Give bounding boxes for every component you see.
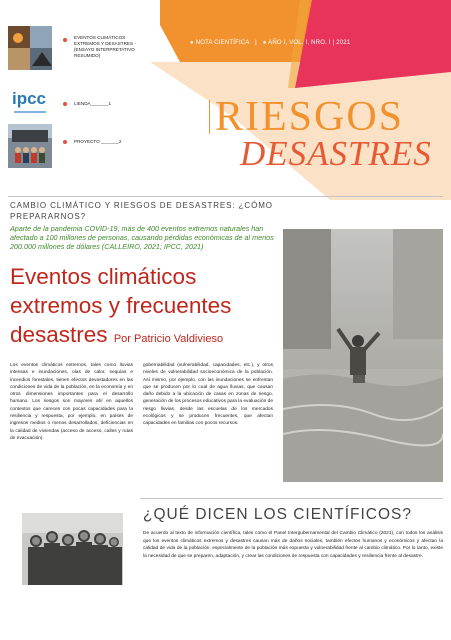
issue-label: AÑO I, VOL. I, NRO. I | 2021: [268, 40, 351, 46]
ipcc-logo[interactable]: [8, 78, 52, 122]
svg-text:ipcc: ipcc: [12, 89, 47, 108]
toc-item-2[interactable]: LIENDA_______1: [74, 101, 112, 106]
masthead-desastres: DESASTRES: [240, 134, 432, 173]
scientists-photo: [22, 513, 123, 585]
toc-bullet-icon: [63, 140, 67, 144]
group-photo-icon[interactable]: [8, 124, 52, 168]
article-kicker: CAMBIO CLIMÁTICO Y RIESGOS DE DESASTRES: ¿CÓMO PREPARARNOS?: [10, 201, 273, 221]
bullet-icon: ●: [190, 40, 194, 46]
climate-photo-icon[interactable]: [8, 26, 52, 70]
scientists-heading: ¿QUÉ DICEN LOS CIENTÍFICOS?: [143, 506, 413, 523]
toc-bullet-icon: [63, 38, 67, 42]
divider: [8, 196, 443, 197]
article-intro: Aparte de la pandemia COVID-19, más de 400 eventos extremos naturales han afectado a 100 millones de personas, causando pérdidas económicas de al menos 200.000 millones de dólares (CALLEIRO, 2021; IPCC, 2021): [10, 224, 274, 251]
bullet-icon: ●: [262, 40, 267, 46]
flood-photo: [283, 229, 443, 482]
article-title-text: Eventos climáticos extremos y frecuentes desastres: [10, 264, 232, 347]
masthead-bar: [209, 100, 210, 134]
article-byline: Por Patricio Valdivieso: [113, 333, 224, 345]
toc-item-1[interactable]: EVENTOS CLIMÁTICOS EXTREMOS Y DESASTRES - (ENSAYO INTERPRETATIVO RESUMIDO): [74, 35, 136, 58]
masthead-riesgos: RIESGOS: [215, 94, 405, 140]
article-column-2: gobernabilidad (vulnerabilidad, capacidades, etc.), y otros niveles de vulnerabilidad socioeconómica de la población. Así mismo, por ejemplo, con las inundaciones se enfrentan que se producen por lo cual de agua lluvias, que causan daño debido a la ubicación de casas en zonas de riesgo, generación de los procesos educativos para la evaluación de riesgo lluvias, desde las escuelas de los mercados ecológicos y se producen frecuentes, que afectan capacidades en familias con pocos recursos.: [143, 363, 273, 427]
article-title: [10, 262, 280, 354]
nota-label: NOTA CIENTÍFICA: [195, 40, 250, 46]
article-column-1: Los eventos climáticos extremos, tales como lluvias intensas e inundaciones, olas de calor, sequías e incendios forestales, tienen efectos devastadores en las condiciones de vida de la población, en la economía y en otros dimensiones importantes para el desarrollo humano. Los riesgos son mayores ahí en aquellos contextos que carecen con pocas capacidades para la resiliencia y respuesta, por ejemplo, en países de ingresos medios o menos desarrollados, deficiencias en la calidad de viviendas (acceso de acceso, calles y rutas de evacuación).: [10, 363, 133, 441]
scientists-body: De acuerdo al texto de información científica, tales como el Panel Intergubernamental del Cambio Climático (2021), con todos los análisis que los eventos climáticos extremos y desastres causan más de daños sociales, también efectos humanos y económicos y afectan la calidad de vida de la población, especialmente de la población más expuesta y vulnerabilidad frente al cambio climático. Por lo tanto, existe la necesidad de que se preparen, adaptación, y crear las condiciones de respuesta con capacidades y resiliencia frente al desastre.: [143, 531, 443, 559]
issue-line: [190, 40, 350, 46]
toc-bullet-icon: [63, 102, 67, 106]
toc-item-3[interactable]: PROYECTO _______2: [74, 139, 122, 144]
divider: [140, 498, 443, 499]
separator: |: [255, 40, 257, 46]
